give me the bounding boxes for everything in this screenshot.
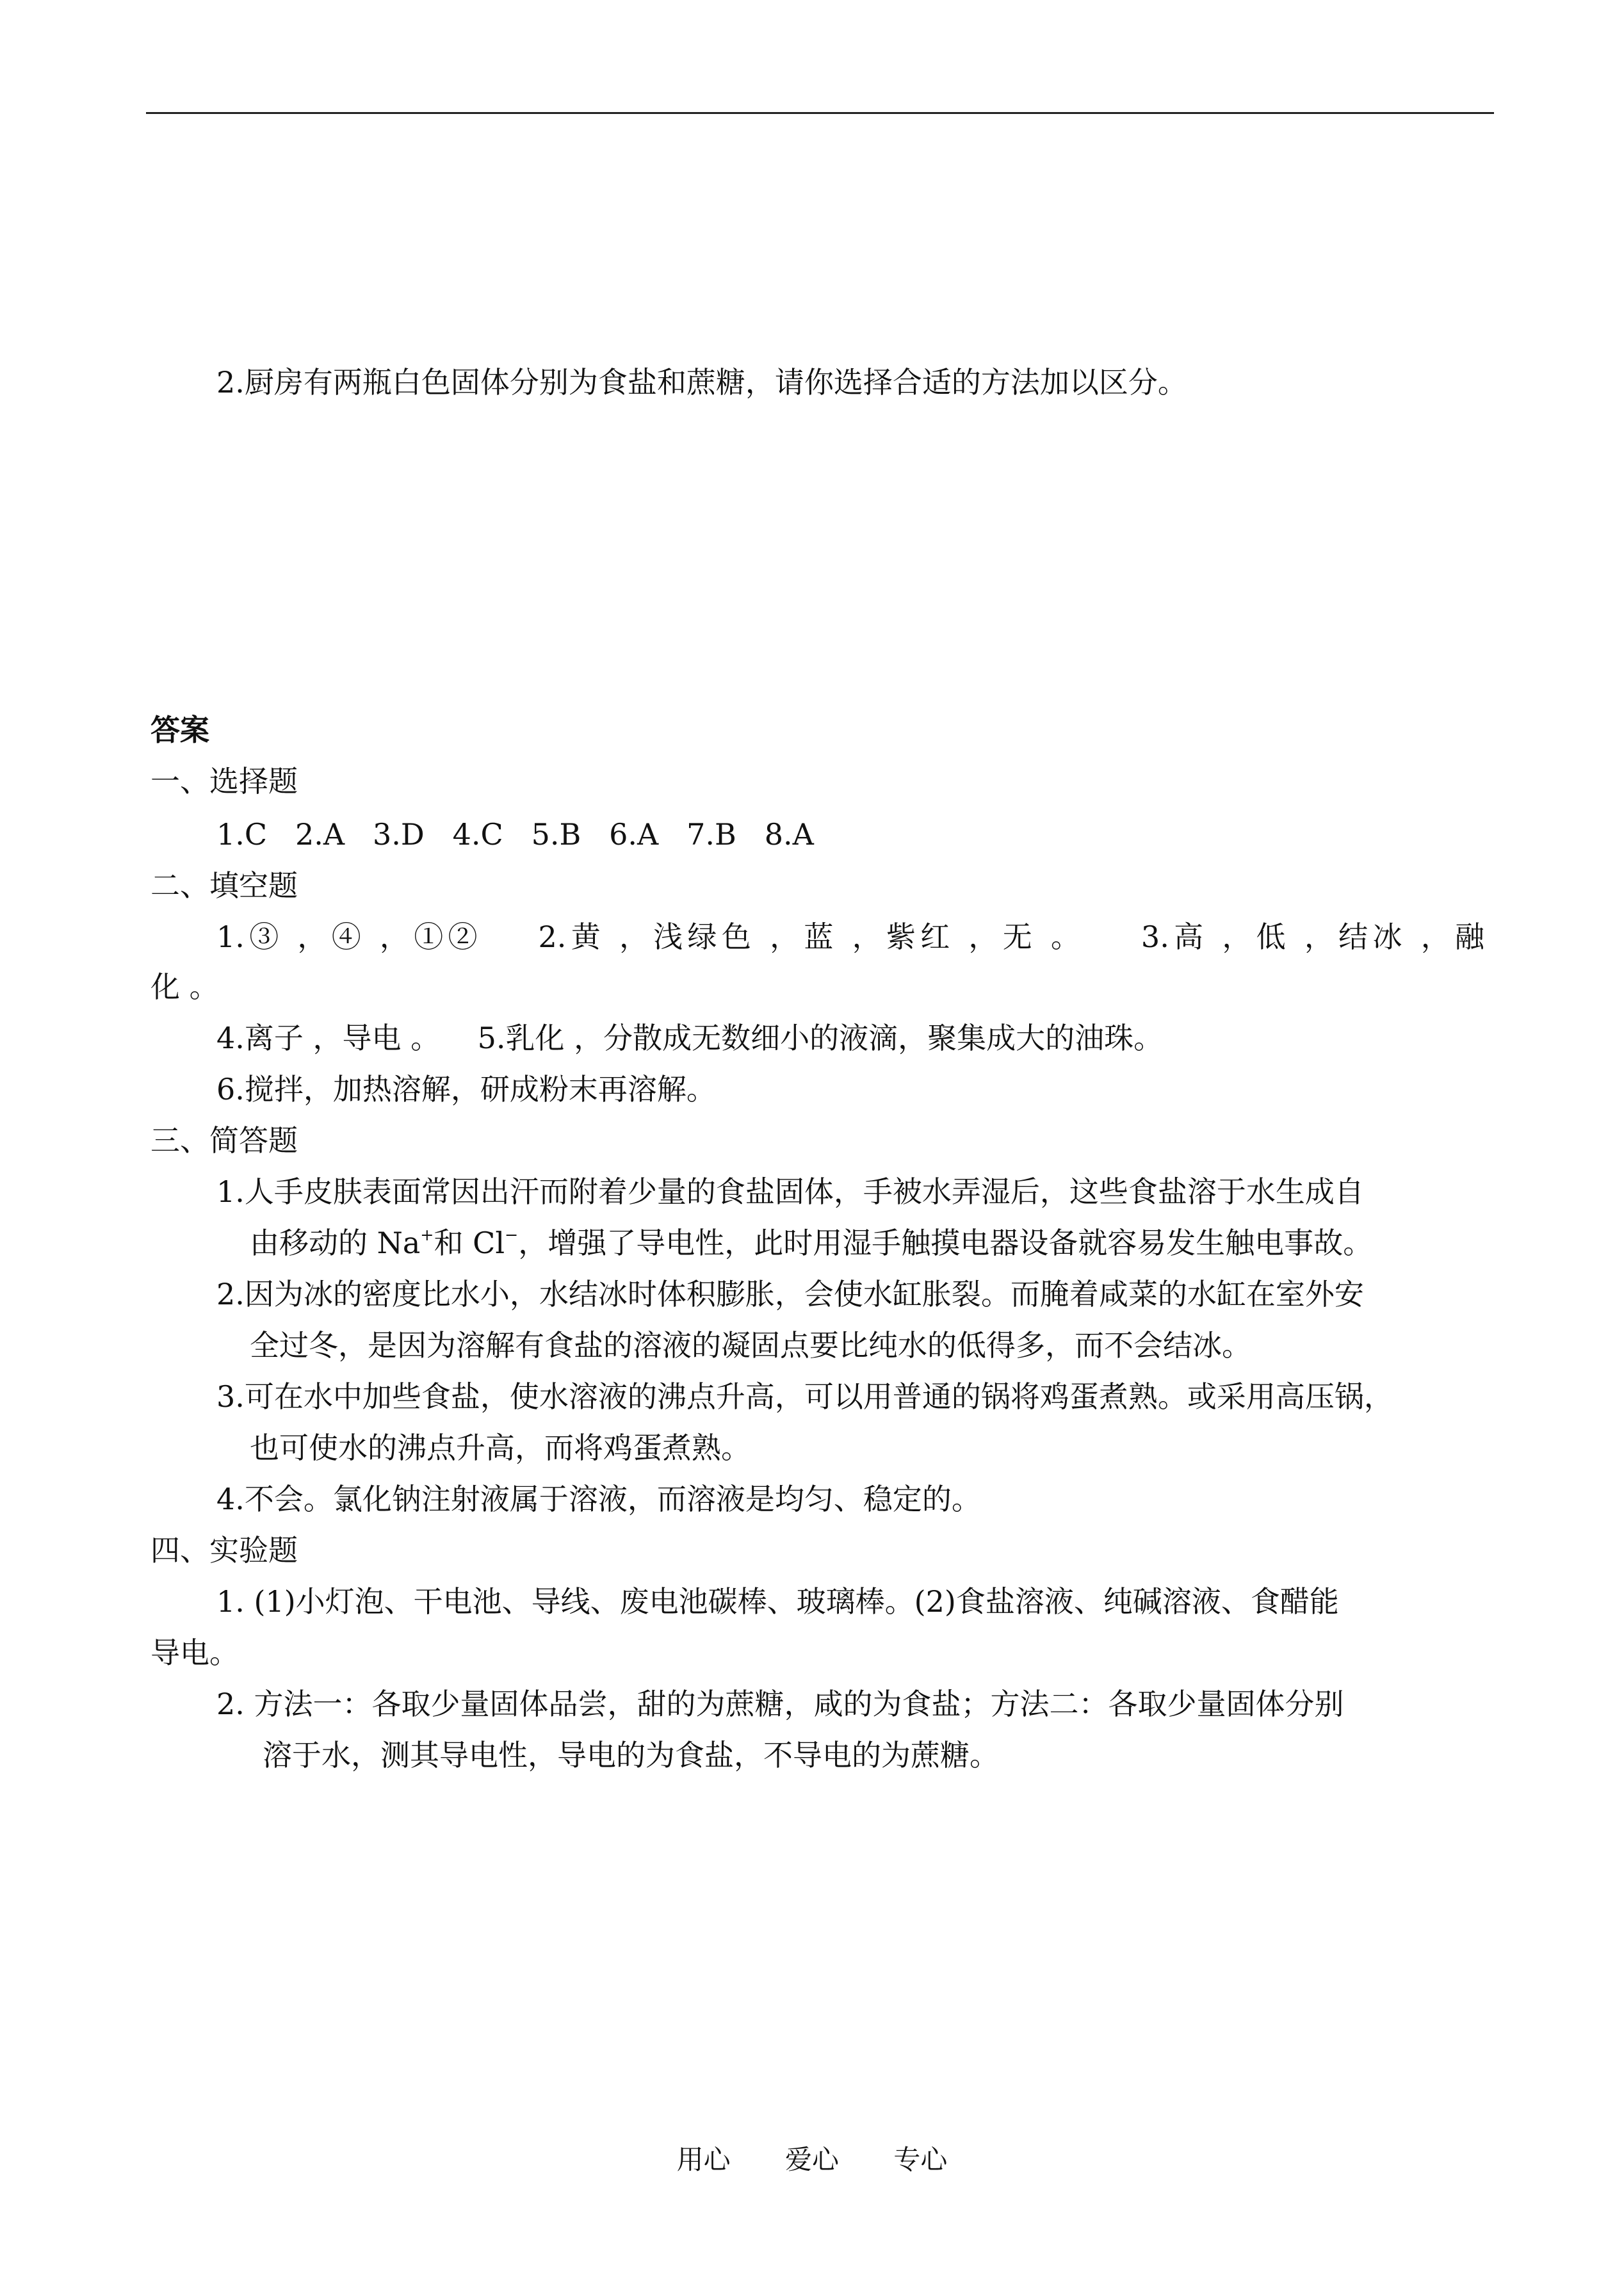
text-fragment: 和 Cl	[434, 1226, 505, 1260]
experiment-answer-1-line-1: 1. (1)小灯泡、干电池、导线、废电池碳棒、玻璃棒。(2)食盐溶液、纯碱溶液、食醋能	[216, 1584, 1339, 1619]
choice-answer: 7.B	[686, 817, 736, 852]
superscript: +	[420, 1225, 434, 1244]
text-fragment: ，增强了导电性，此时用湿手触摸电器设备就容易发生触电事故。	[518, 1226, 1373, 1260]
short-answer-3-line-2: 也可使水的沸点升高，而将鸡蛋煮熟。	[250, 1431, 751, 1465]
fill-line-4: 6.搅拌，加热溶解，研成粉末再溶解。	[216, 1072, 716, 1107]
header-rule	[146, 112, 1494, 114]
section-title-fill: 二、填空题	[150, 868, 298, 903]
choice-answer: 2.A	[295, 817, 345, 852]
short-answer-3-line-1: 3.可在水中加些食盐，使水溶液的沸点升高，可以用普通的锅将鸡蛋煮熟。或采用高压锅，	[216, 1379, 1393, 1414]
answer-title: 答案	[150, 713, 209, 747]
choice-answer: 3.D	[372, 817, 425, 852]
section-title-short: 三、简答题	[150, 1123, 298, 1158]
short-answer-2-line-2: 全过冬，是因为溶解有食盐的溶液的凝固点要比纯水的低得多，而不会结冰。	[250, 1328, 1251, 1363]
short-answer-2-line-1: 2.因为冰的密度比水小，水结冰时体积膨胀，会使水缸胀裂。而腌着咸菜的水缸在室外安	[216, 1277, 1364, 1311]
text-fragment: 由移动的 Na	[250, 1226, 421, 1260]
question-2: 2.厨房有两瓶白色固体分别为食盐和蔗糖，请你选择合适的方法加以区分。	[216, 365, 1187, 400]
section-title-choice: 一、选择题	[150, 764, 298, 799]
choice-answer: 6.A	[609, 817, 659, 852]
choice-answer: 4.C	[452, 817, 503, 852]
footer-text: 用心	[676, 2144, 731, 2175]
fill-line-3: 4.离子 ，导电 。 5.乳化 ，分散成无数细小的液滴，聚集成大的油珠。	[216, 1021, 1164, 1055]
experiment-answer-1-line-2: 导电。	[150, 1635, 239, 1670]
experiment-answer-2-line-1: 2. 方法一：各取少量固体品尝，甜的为蔗糖，咸的为食盐；方法二：各取少量固体分别	[216, 1687, 1344, 1721]
experiment-answer-2-line-2: 溶于水，测其导电性，导电的为食盐，不导电的为蔗糖。	[263, 1738, 999, 1772]
choice-answer: 1.C	[216, 817, 268, 852]
choice-answer: 8.A	[764, 817, 814, 852]
fill-line-1: 1.③ ，④ ，①② 2.黄 ，浅绿色 ，蓝 ，紫红 ，无 。 3.高 ，低 ，结冰 ，融	[216, 920, 1484, 954]
fill-line-2: 化 。	[150, 969, 219, 1004]
footer-text: 专心	[893, 2144, 948, 2175]
short-answer-1-line-1: 1.人手皮肤表面常因出汗而附着少量的食盐固体，手被水弄湿后，这些食盐溶于水生成自	[216, 1174, 1364, 1209]
footer-text: 爱心	[784, 2144, 839, 2175]
short-answer-4-line-1: 4.不会。氯化钠注射液属于溶液，而溶液是均匀、稳定的。	[216, 1482, 981, 1516]
choice-answers	[216, 817, 814, 852]
superscript: −	[505, 1225, 519, 1244]
short-answer-1-line-2	[250, 1225, 1373, 1260]
page-footer	[0, 2139, 1624, 2177]
choice-answer: 5.B	[531, 817, 581, 852]
section-title-experiment: 四、实验题	[150, 1533, 298, 1568]
